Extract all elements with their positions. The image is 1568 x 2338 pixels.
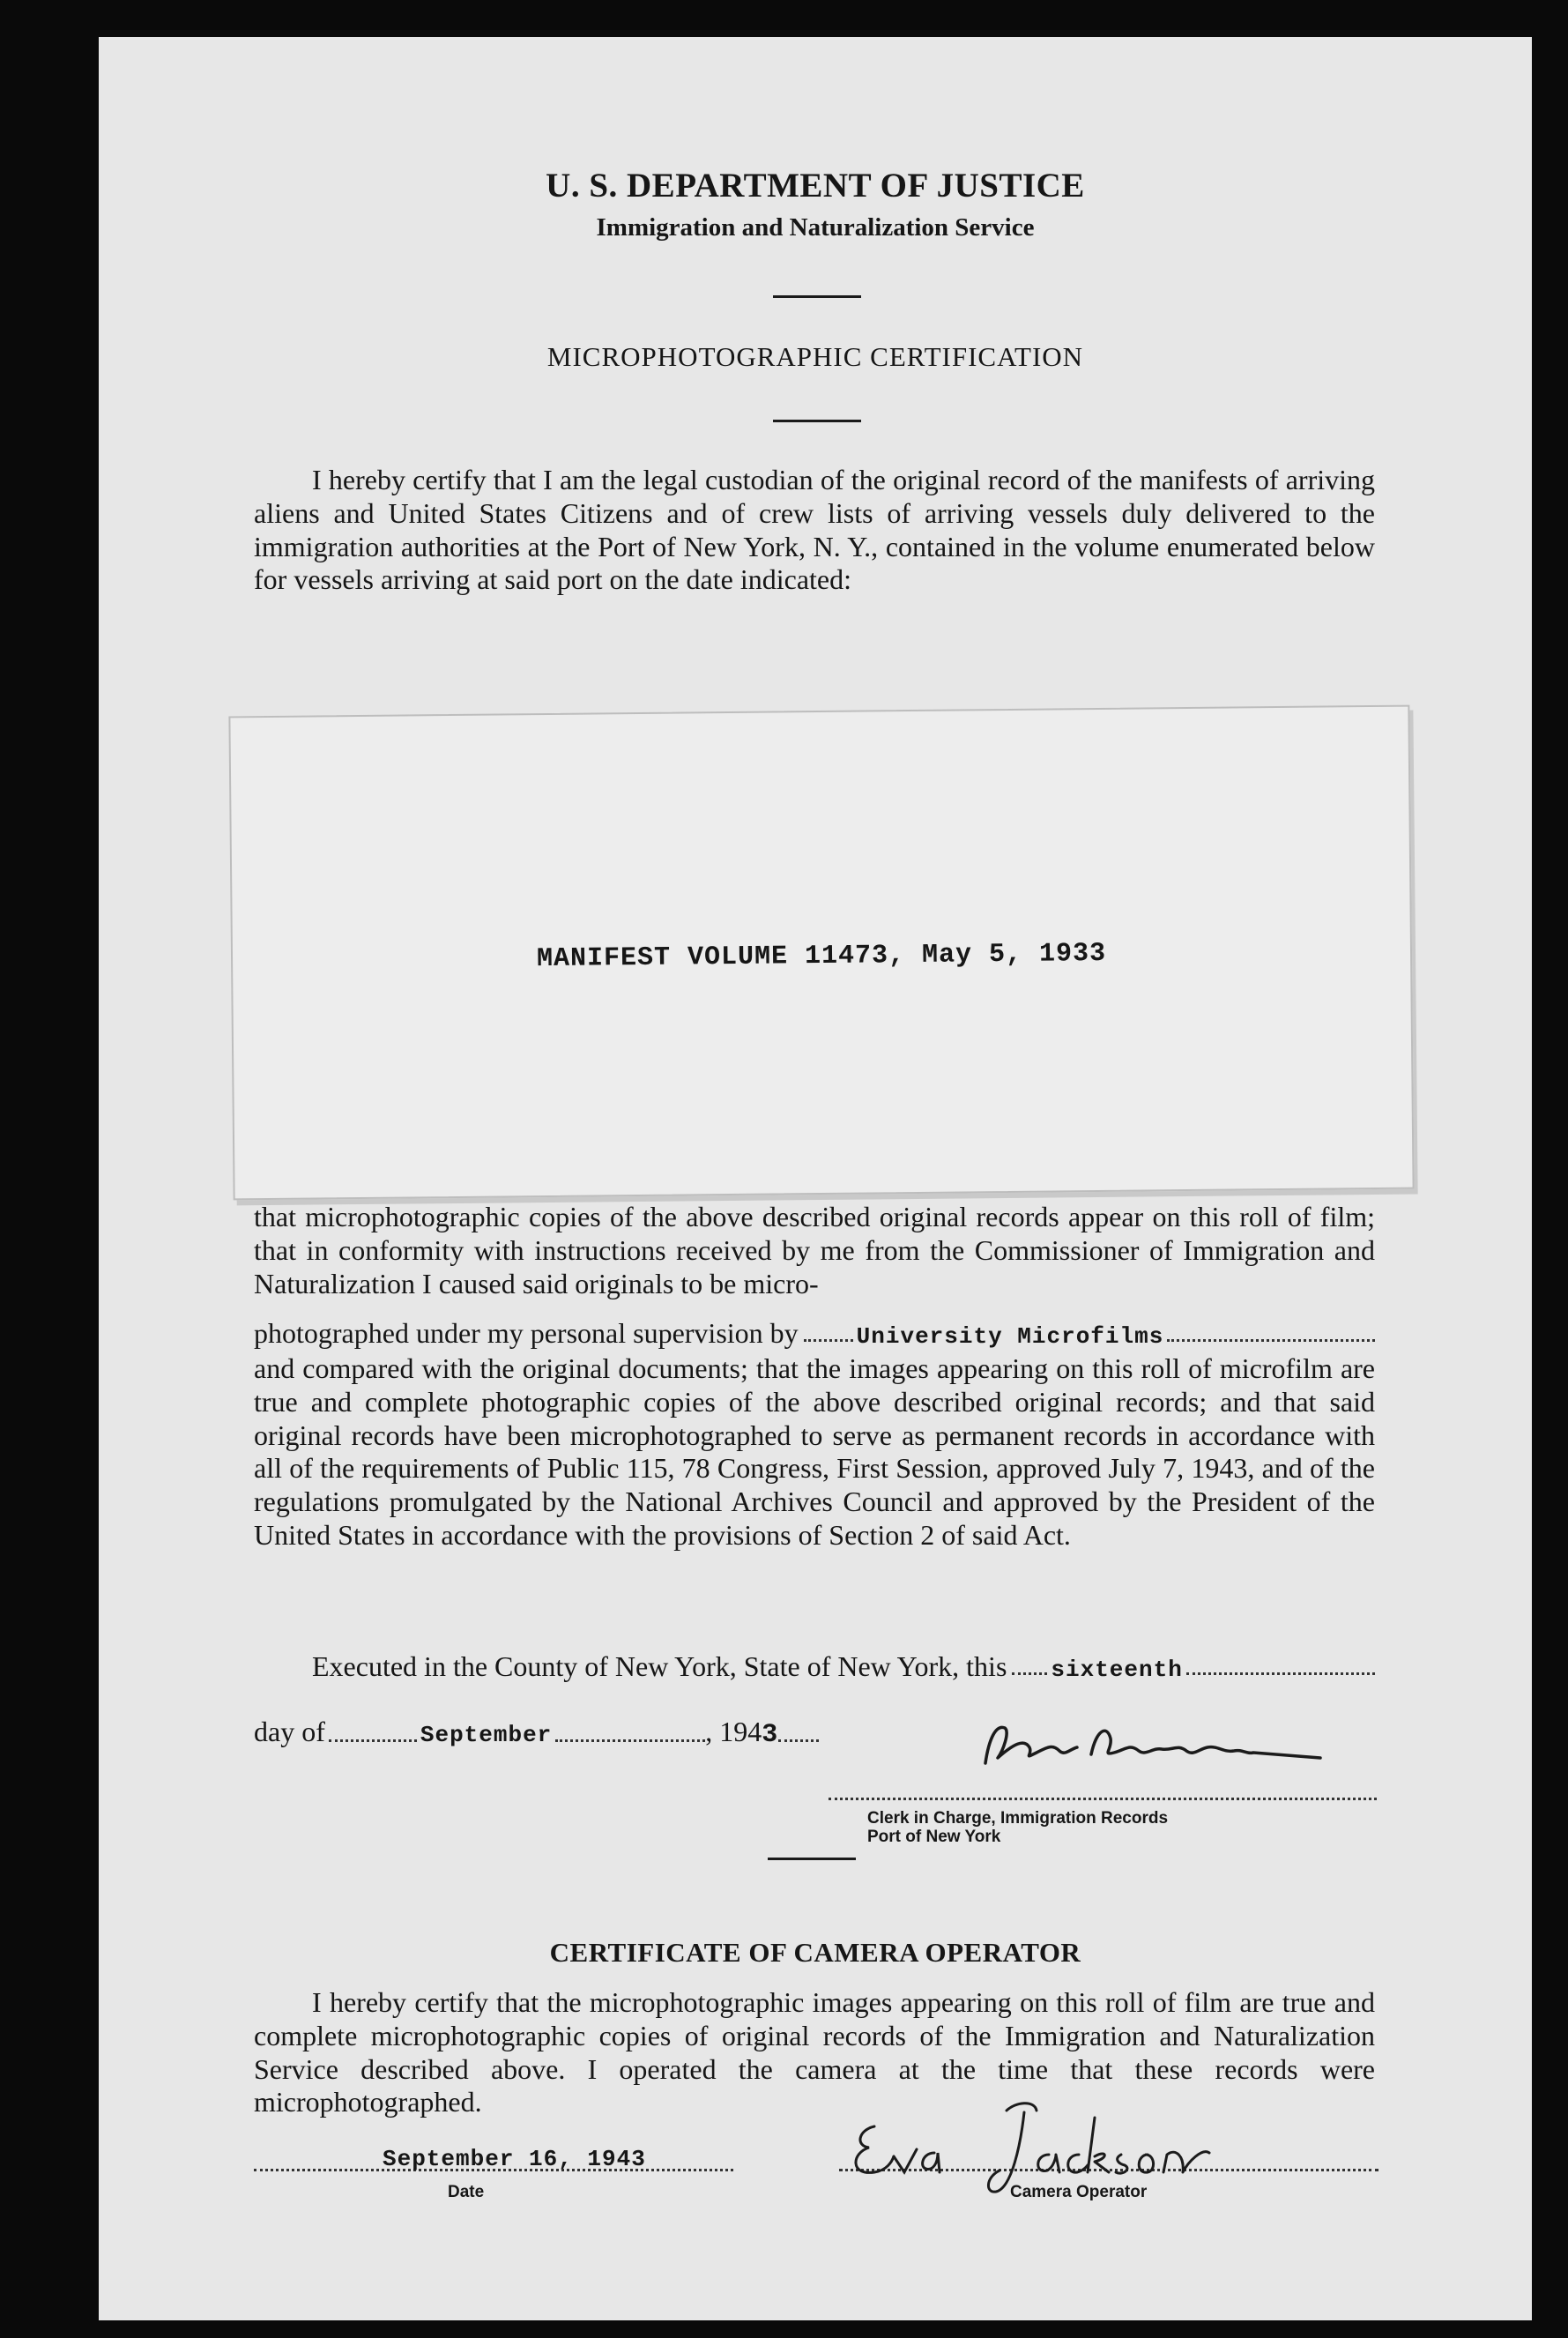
year-prefix: , 194 bbox=[705, 1716, 762, 1747]
clerk-signature bbox=[978, 1712, 1331, 1774]
dotted-leader bbox=[329, 1739, 417, 1742]
operator-signature bbox=[839, 2091, 1245, 2197]
body-paragraph-1: that microphotographic copies of the above described original records appear on this roll of film; that in conformity with instructions received by me from the Commissioner of Immigration and Naturalization I caused said originals to be micro- bbox=[254, 1201, 1375, 1299]
camera-operator-paragraph: I hereby certify that the microphotographic images appearing on this roll of film are true and complete microphotographic copies of original records of the Immigration and Naturalization Service described above. I operated the camera at the time that these records were microphotographed. bbox=[254, 1986, 1375, 2118]
operator-label: Camera Operator bbox=[1010, 2183, 1148, 2201]
year-digit: 3 bbox=[762, 1720, 779, 1750]
body-paragraph-2: and compared with the original documents; that the images appearing on this roll of microfilm are true and complete photographic copies of the above described original records; and that said original records have been microphotographed to serve as permanent records in accordance with all of the requirements of Public 115, 78 Congress, First Session, approved July 7, 1943, and of the regulations promulgated by the National Archives Council and approved by the President of the United States in accordance with the provisions of Section 2 of said Act. bbox=[254, 1352, 1375, 1551]
executed-line bbox=[312, 1650, 1375, 1683]
dotted-leader bbox=[555, 1739, 705, 1742]
dotted-leader bbox=[1012, 1672, 1047, 1675]
clerk-title-1: Clerk in Charge, Immigration Records bbox=[867, 1809, 1169, 1828]
date-label: Date bbox=[448, 2183, 485, 2201]
department-heading: U. S. DEPARTMENT OF JUSTICE bbox=[546, 167, 1085, 205]
supervision-line bbox=[254, 1317, 1375, 1350]
volume-card bbox=[228, 705, 1414, 1201]
camera-operator-heading: CERTIFICATE OF CAMERA OPERATOR bbox=[549, 1937, 1081, 1968]
service-subheading: Immigration and Naturalization Service bbox=[596, 213, 1035, 242]
clerk-title-2: Port of New York bbox=[867, 1828, 1001, 1846]
supervision-value: University Microfilms bbox=[856, 1323, 1164, 1350]
dotted-leader bbox=[1167, 1339, 1375, 1342]
date-line bbox=[254, 1716, 950, 1750]
volume-label: MANIFEST VOLUME 11473, May 5, 1933 bbox=[536, 938, 1107, 975]
clerk-signature-line bbox=[829, 1798, 1377, 1800]
divider bbox=[773, 295, 861, 298]
dotted-leader bbox=[778, 1739, 819, 1742]
executed-day: sixteenth bbox=[1051, 1657, 1183, 1683]
executed-prefix: Executed in the County of New York, State of New York, this bbox=[312, 1650, 1007, 1682]
divider bbox=[768, 1858, 856, 1860]
certificate-page bbox=[99, 37, 1532, 2320]
supervision-prefix: photographed under my personal supervision by bbox=[254, 1317, 799, 1349]
dotted-leader bbox=[804, 1339, 853, 1342]
month-value: September bbox=[420, 1722, 553, 1748]
dotted-leader bbox=[1186, 1672, 1375, 1675]
operator-date-value: September 16, 1943 bbox=[383, 2146, 646, 2172]
intro-paragraph: I hereby certify that I am the legal custodian of the original record of the manifests of arriving aliens and United States Citizens and of crew lists of arriving vessels duly delivered to the immigration authorities at the Port of New York, N. Y., contained in the volume enumerated below for vessels arriving at said port on the date indicated: bbox=[254, 464, 1375, 596]
divider bbox=[773, 420, 861, 422]
day-of-label: day of bbox=[254, 1716, 325, 1747]
form-title: MICROPHOTOGRAPHIC CERTIFICATION bbox=[546, 341, 1084, 372]
